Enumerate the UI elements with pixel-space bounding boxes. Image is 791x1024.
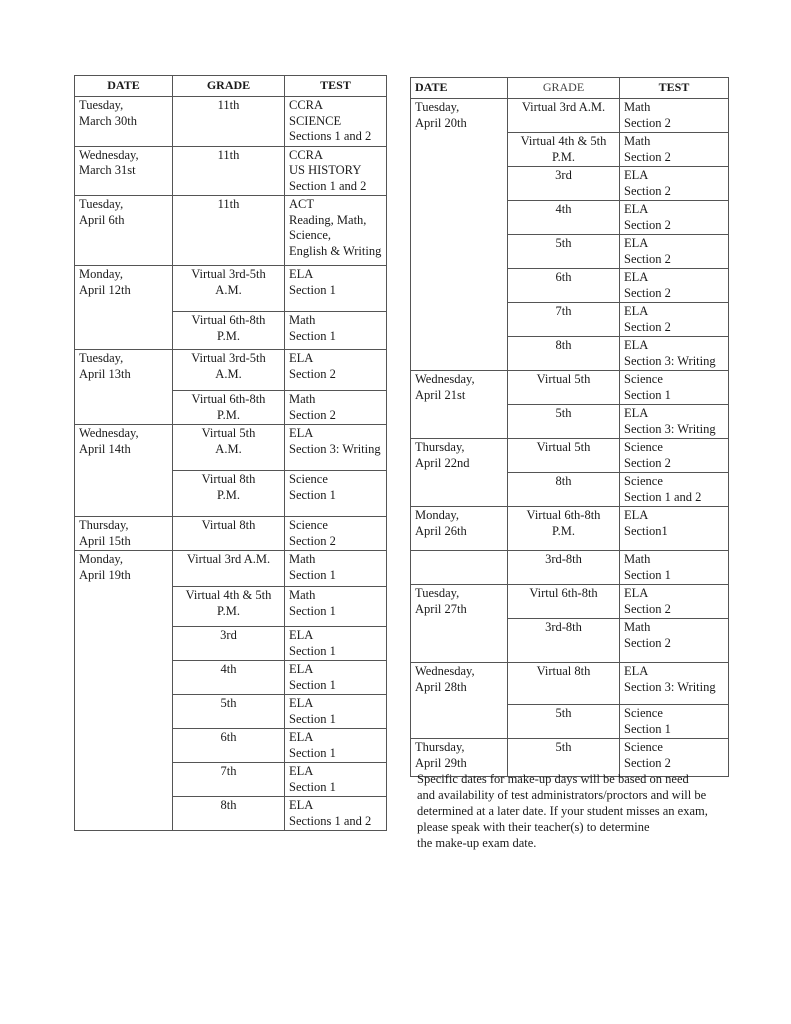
grade-cell: 3rd [173,627,285,661]
test-cell: ELA Section 2 [620,167,729,201]
date-cell: Tuesday, April 20th [411,99,508,371]
test-cell: Math Section 2 [620,619,729,663]
test-cell: Science Section 1 [285,471,387,517]
grade-cell: Virtual 6th-8th P.M. [173,391,285,425]
date-cell: Monday, April 26th [411,507,508,551]
date-cell: Thursday, April 22nd [411,439,508,507]
grade-header: GRADE [173,76,285,97]
grade-cell: Virtual 5th A.M. [173,425,285,471]
grade-cell: Virtual 3rd-5th A.M. [173,350,285,391]
test-cell: Math Section 2 [620,133,729,167]
test-cell: Math Section 2 [620,99,729,133]
test-cell: ELA Section 2 [620,303,729,337]
test-cell: ACT Reading, Math, Science, English & Writing [285,196,387,266]
table-row [411,551,729,585]
table-row [75,551,387,587]
test-cell: ELA Section 3: Writing [620,337,729,371]
test-cell: Science Section 1 and 2 [620,473,729,507]
test-header: TEST [620,78,729,99]
test-header: TEST [285,76,387,97]
test-cell: CCRA US HISTORY Section 1 and 2 [285,146,387,196]
test-cell: Science Section 2 [620,439,729,473]
schedule-table-right [410,77,729,777]
test-cell: ELA Section 1 [285,729,387,763]
test-cell: Math Section 1 [285,587,387,627]
grade-cell: 11th [173,146,285,196]
test-cell: Math Section 2 [285,391,387,425]
test-cell: ELA Section 1 [285,266,387,312]
date-header: DATE [411,78,508,99]
date-cell: Wednesday, April 14th [75,425,173,517]
grade-cell: 5th [508,405,620,439]
grade-cell: 11th [173,196,285,266]
table-row [75,350,387,391]
date-cell: Wednesday, April 21st [411,371,508,439]
grade-cell: 4th [508,201,620,235]
date-cell: Tuesday, April 6th [75,196,173,266]
grade-cell: Virtual 4th & 5th P.M. [508,133,620,167]
grade-cell: 7th [173,763,285,797]
date-cell: Monday, April 19th [75,551,173,831]
test-cell: Science Section 1 [620,371,729,405]
test-cell: CCRA SCIENCE Sections 1 and 2 [285,97,387,147]
grade-cell: Virtual 3rd A.M. [173,551,285,587]
test-cell: ELA Section 2 [285,350,387,391]
table-row [75,196,387,266]
table-row [411,99,729,133]
grade-cell: 3rd [508,167,620,201]
grade-header: GRADE [508,78,620,99]
grade-cell: 5th [508,235,620,269]
grade-cell: Virtual 8th [173,517,285,551]
test-cell: ELA Section 3: Writing [285,425,387,471]
test-cell: ELA Section1 [620,507,729,551]
grade-cell: 11th [173,97,285,147]
test-cell: Math Section 1 [620,551,729,585]
grade-cell: 6th [173,729,285,763]
grade-cell: 5th [508,705,620,739]
table-row [411,439,729,473]
table-row [75,146,387,196]
grade-cell: 6th [508,269,620,303]
table-row [411,371,729,405]
grade-cell: 7th [508,303,620,337]
test-cell: ELA Section 2 [620,585,729,619]
grade-cell: Virtual 8th [508,663,620,705]
grade-cell: Virtual 8th P.M. [173,471,285,517]
table-row [75,97,387,147]
table-row [75,266,387,312]
make-up-note: Specific dates for make-up days will be based on need and availability of test administrators/proctors and will be determined at a later date. If your student misses an exam, please speak with their teacher(s) to determine the make-up exam date. [417,772,708,850]
schedule-table-left [74,75,387,831]
table-row [75,425,387,471]
date-cell: Tuesday, March 30th [75,97,173,147]
grade-cell: Virtual 3rd A.M. [508,99,620,133]
date-cell: Wednesday, March 31st [75,146,173,196]
date-cell: Tuesday, April 13th [75,350,173,425]
grade-cell: 3rd-8th [508,551,620,585]
grade-cell: 4th [173,661,285,695]
test-cell: ELA Section 3: Writing [620,405,729,439]
date-cell: Wednesday, April 28th [411,663,508,739]
date-cell: Monday, April 12th [75,266,173,350]
grade-cell: 8th [508,473,620,507]
date-cell: Thursday, April 15th [75,517,173,551]
test-cell: Science Section 1 [620,705,729,739]
test-cell: Science Section 2 [285,517,387,551]
grade-cell: 8th [173,797,285,831]
date-cell [411,551,508,585]
test-cell: ELA Section 1 [285,627,387,661]
test-cell: ELA Section 2 [620,269,729,303]
test-cell: ELA Sections 1 and 2 [285,797,387,831]
test-cell: Math Section 1 [285,312,387,350]
test-cell: ELA Section 1 [285,695,387,729]
table-row [411,507,729,551]
grade-cell: Virtual 4th & 5th P.M. [173,587,285,627]
date-cell: Thursday, April 29th [411,739,508,777]
test-cell: ELA Section 3: Writing [620,663,729,705]
date-cell: Tuesday, April 27th [411,585,508,663]
test-cell: ELA Section 2 [620,235,729,269]
table-row [75,517,387,551]
grade-cell: Virtual 5th [508,371,620,405]
grade-cell: 3rd-8th [508,619,620,663]
grade-cell: Virtual 6th-8th P.M. [508,507,620,551]
grade-cell: 8th [508,337,620,371]
date-header: DATE [75,76,173,97]
grade-cell: Virtual 3rd-5th A.M. [173,266,285,312]
test-cell: ELA Section 1 [285,661,387,695]
test-cell: Math Section 1 [285,551,387,587]
grade-cell: Virtual 5th [508,439,620,473]
test-cell: ELA Section 2 [620,201,729,235]
grade-cell: Virtual 6th-8th P.M. [173,312,285,350]
test-cell: Science Section 2 [620,739,729,777]
grade-cell: 5th [508,739,620,777]
grade-cell: Virtul 6th-8th [508,585,620,619]
table-row [411,585,729,619]
grade-cell: 5th [173,695,285,729]
table-row [411,663,729,705]
test-cell: ELA Section 1 [285,763,387,797]
